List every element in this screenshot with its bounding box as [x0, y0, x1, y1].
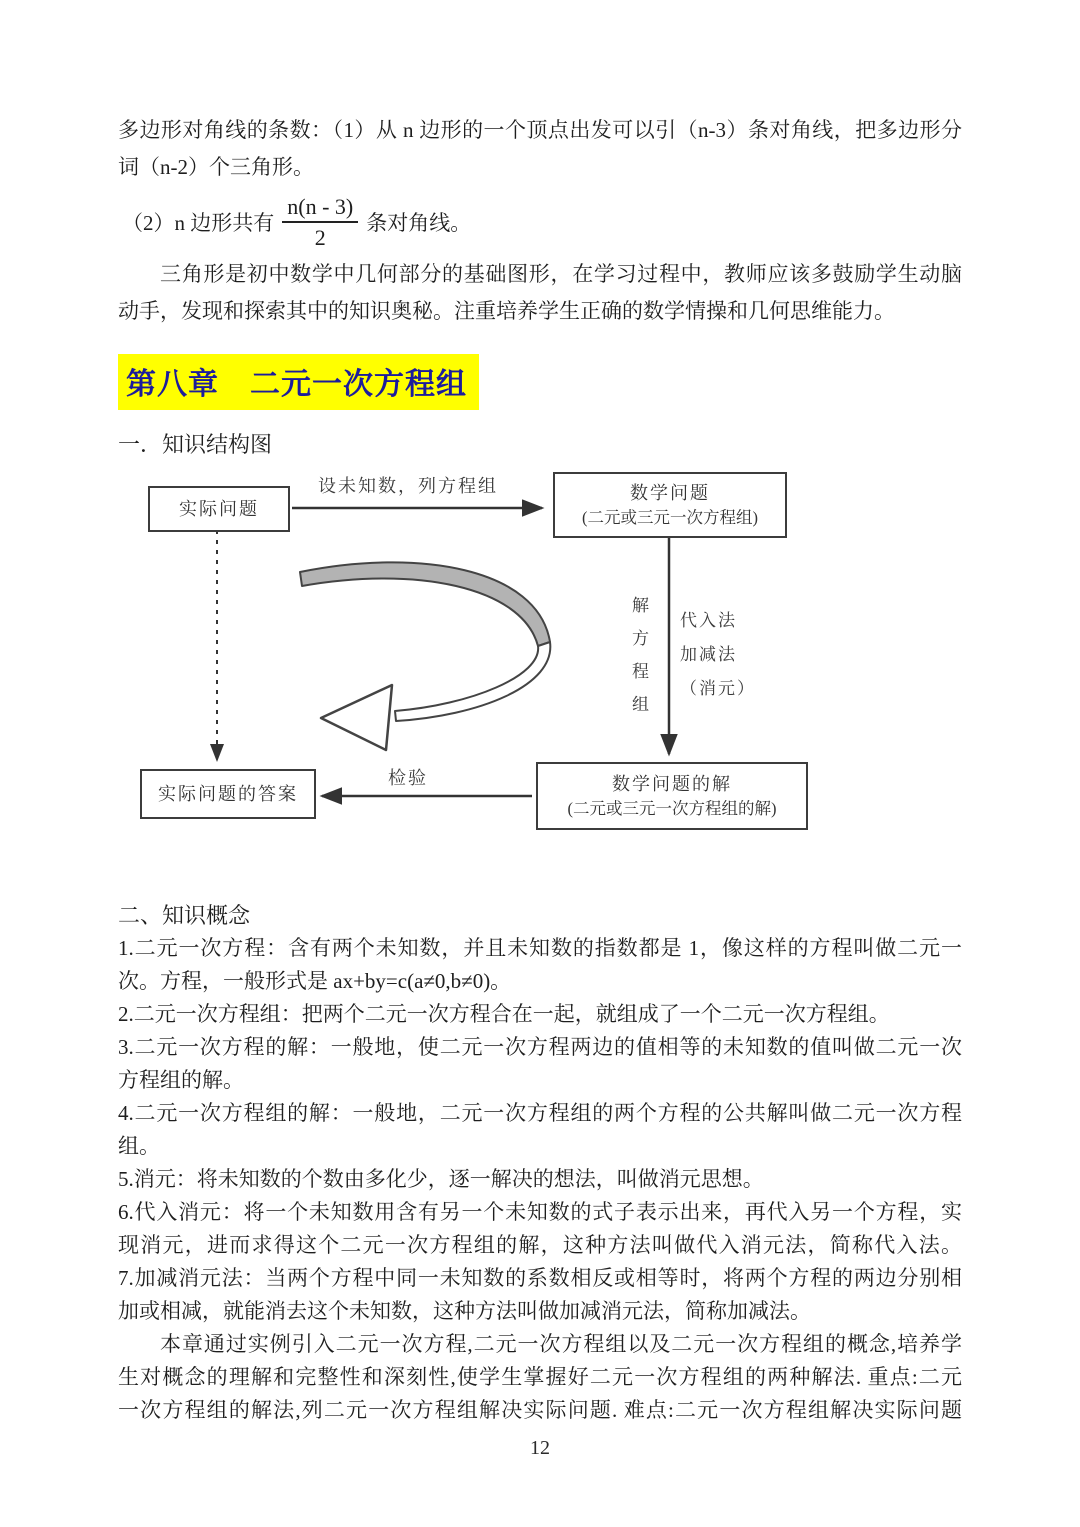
math-problem-sublabel: (二元或三元一次方程组): [582, 508, 758, 527]
methods-label: [680, 604, 756, 706]
concept-line: 现消元，进而求得这个二元一次方程组的解，这种方法叫做代入消元法，简称代入法。: [118, 1233, 962, 1257]
intro-paragraph2-line: 动手，发现和探索其中的知识奥秘。注重培养学生正确的数学情操和几何思维能力。: [118, 299, 895, 323]
chapter-title: 第八章 二元一次方程组: [118, 354, 479, 410]
cycle-swoosh-arrowhead: [321, 685, 392, 750]
page-number: 12: [530, 1437, 550, 1459]
methods-line: （消元）: [680, 679, 756, 698]
diagonal-formula: [122, 190, 962, 254]
math-solution-sublabel: (二元或三元一次方程组的解): [567, 799, 777, 818]
concept-line: 次。方程，一般形式是 ax+by=c(a≠0,b≠0)。: [118, 969, 512, 993]
setup-arrow-label: 设未知数，列方程组: [318, 476, 498, 496]
fraction: [282, 193, 358, 252]
knowledge-structure-diagram: [118, 464, 962, 882]
math-solution-box: [536, 762, 808, 830]
section1-heading: 一．知识结构图: [118, 432, 273, 457]
concept-line: 2.二元一次方程组：把两个二元一次方程合在一起，就组成了一个二元一次方程组。: [118, 1002, 890, 1026]
concept-line: 生对概念的理解和完整性和深刻性,使学生掌握好二元一次方程组的两种解法. 重点:二元: [118, 1365, 962, 1389]
page-content: [118, 112, 962, 1460]
math-solution-label: 数学问题的解: [612, 774, 732, 794]
math-problem-label: 数学问题: [630, 483, 710, 503]
concept-line: 本章通过实例引入二元一次方程,二元一次方程组以及二元一次方程组的概念,培养学: [160, 1332, 962, 1356]
concept-line: 7.加减消元法：当两个方程中同一未知数的系数相反或相等时，将两个方程的两边分别相: [118, 1266, 962, 1290]
concept-line: 一次方程组的解法,列二元一次方程组解决实际问题. 难点:二元一次方程组解决实际问题: [118, 1398, 962, 1422]
practical-answer-box: [140, 769, 316, 819]
cycle-swoosh-band: [300, 562, 550, 646]
concept-line: 4.二元一次方程组的解：一般地，二元一次方程组的两个方程的公共解叫做二元一次方程: [118, 1101, 962, 1125]
practical-problem-label: 实际问题: [179, 499, 259, 519]
concept-line: 3.二元一次方程的解：一般地，使二元一次方程两边的值相等的未知数的值叫做二元一次: [118, 1035, 962, 1059]
section2-heading: 二、知识概念: [118, 903, 251, 928]
concept-line: 组。: [118, 1134, 160, 1158]
solve-arrow-label: 解方程组: [629, 596, 648, 728]
concept-line: 6.代入消元：将一个未知数用含有另一个未知数的式子表示出来，再代入另一个方程，实: [118, 1200, 962, 1224]
concept-line: 1.二元一次方程：含有两个未知数，并且未知数的指数都是 1，像这样的方程叫做二元一: [118, 936, 962, 960]
formula-suffix: 条对角线。: [366, 211, 472, 235]
concept-line: 加或相减，就能消去这个未知数，这种方法叫做加减消元法，简称加减法。: [118, 1299, 811, 1323]
check-arrow-label: 检验: [388, 768, 428, 788]
methods-line: 代入法: [680, 611, 737, 630]
concept-line: 5.消元：将未知数的个数由多化少，逐一解决的想法，叫做消元思想。: [118, 1167, 764, 1191]
intro-paragraph2-line: 三角形是初中数学中几何部分的基础图形，在学习过程中，教师应该多鼓励学生动脑: [160, 262, 962, 286]
practical-problem-box: [148, 486, 290, 532]
methods-line: 加减法: [680, 645, 737, 664]
fraction-denominator: 2: [314, 225, 326, 250]
cycle-swoosh-tail: [395, 642, 550, 721]
fraction-numerator: n(n - 3): [282, 193, 358, 224]
concept-line: 方程组的解。: [118, 1068, 244, 1092]
math-problem-box: [553, 472, 787, 538]
intro-paragraph1-line: 多边形对角线的条数：（1）从 n 边形的一个顶点出发可以引（n-3）条对角线，把多边形分: [118, 118, 962, 142]
practical-answer-label: 实际问题的答案: [158, 784, 298, 804]
intro-paragraph1-line: 词（n-2）个三角形。: [118, 155, 314, 179]
formula-prefix: （2）n 边形共有: [122, 211, 275, 235]
